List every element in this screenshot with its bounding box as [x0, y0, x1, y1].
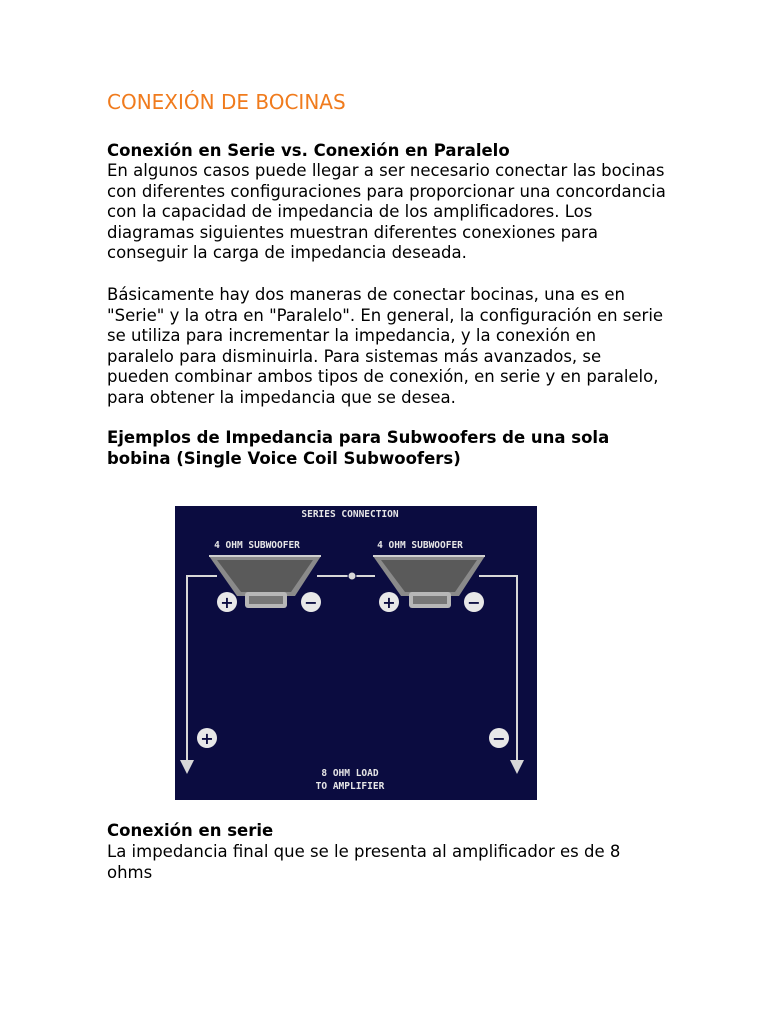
minus-icon — [464, 592, 484, 612]
amp-minus-icon — [489, 728, 509, 748]
amp-plus-icon — [197, 728, 217, 748]
explanation-paragraph: Básicamente hay dos maneras de conectar bocinas, una es en "Serie" y la otra en "Paralelo". En general, la configuración en serie se utiliza para incrementar la impedancia, y la conexión en paralelo para disminuirla. Para sistemas más avanzados, se pueden combinar ambos tipos de conexión, en serie y en paralelo, para obtener la impedancia que se desea. — [107, 285, 664, 407]
svg-text:−: − — [467, 593, 481, 612]
diagram-title: SERIES CONNECTION — [301, 509, 399, 520]
series-connection-diagram — [175, 506, 537, 800]
svg-text:−: − — [492, 729, 506, 748]
speaker-left-label: 4 OHM SUBWOOFER — [214, 540, 300, 551]
speaker-right-label: 4 OHM SUBWOOFER — [377, 540, 463, 551]
load-label-line2: TO AMPLIFIER — [315, 781, 385, 792]
intro-paragraph: En algunos casos puede llegar a ser necesario conectar las bocinas con diferentes configuraciones para proporcionar una concordancia con la capacidad de impedancia de los amplificadores. Los diagramas siguientes muestran diferentes conexiones para conseguir la carga de impedancia deseada. — [107, 161, 666, 262]
svg-text:+: + — [220, 593, 234, 612]
page-title: CONEXIÓN DE BOCINAS — [107, 90, 346, 114]
svg-text:−: − — [304, 593, 318, 612]
section-heading-serie-paralelo: Conexión en Serie vs. Conexión en Paralelo — [107, 141, 510, 160]
svg-text:+: + — [200, 729, 214, 748]
load-label-line1: 8 OHM LOAD — [321, 768, 379, 779]
plus-icon — [379, 592, 399, 612]
section-heading-conexion-serie: Conexión en serie — [107, 821, 274, 840]
section-heading-impedance-examples: Ejemplos de Impedancia para Subwoofers de una sola bobina (Single Voice Coil Subwoofers) — [107, 428, 610, 468]
arrow-down-icon — [510, 760, 524, 774]
arrow-down-icon — [180, 760, 194, 774]
minus-icon — [301, 592, 321, 612]
series-result-paragraph: La impedancia final que se le presenta al amplificador es de 8 ohms — [107, 842, 621, 882]
plus-icon — [217, 592, 237, 612]
svg-text:+: + — [382, 593, 396, 612]
